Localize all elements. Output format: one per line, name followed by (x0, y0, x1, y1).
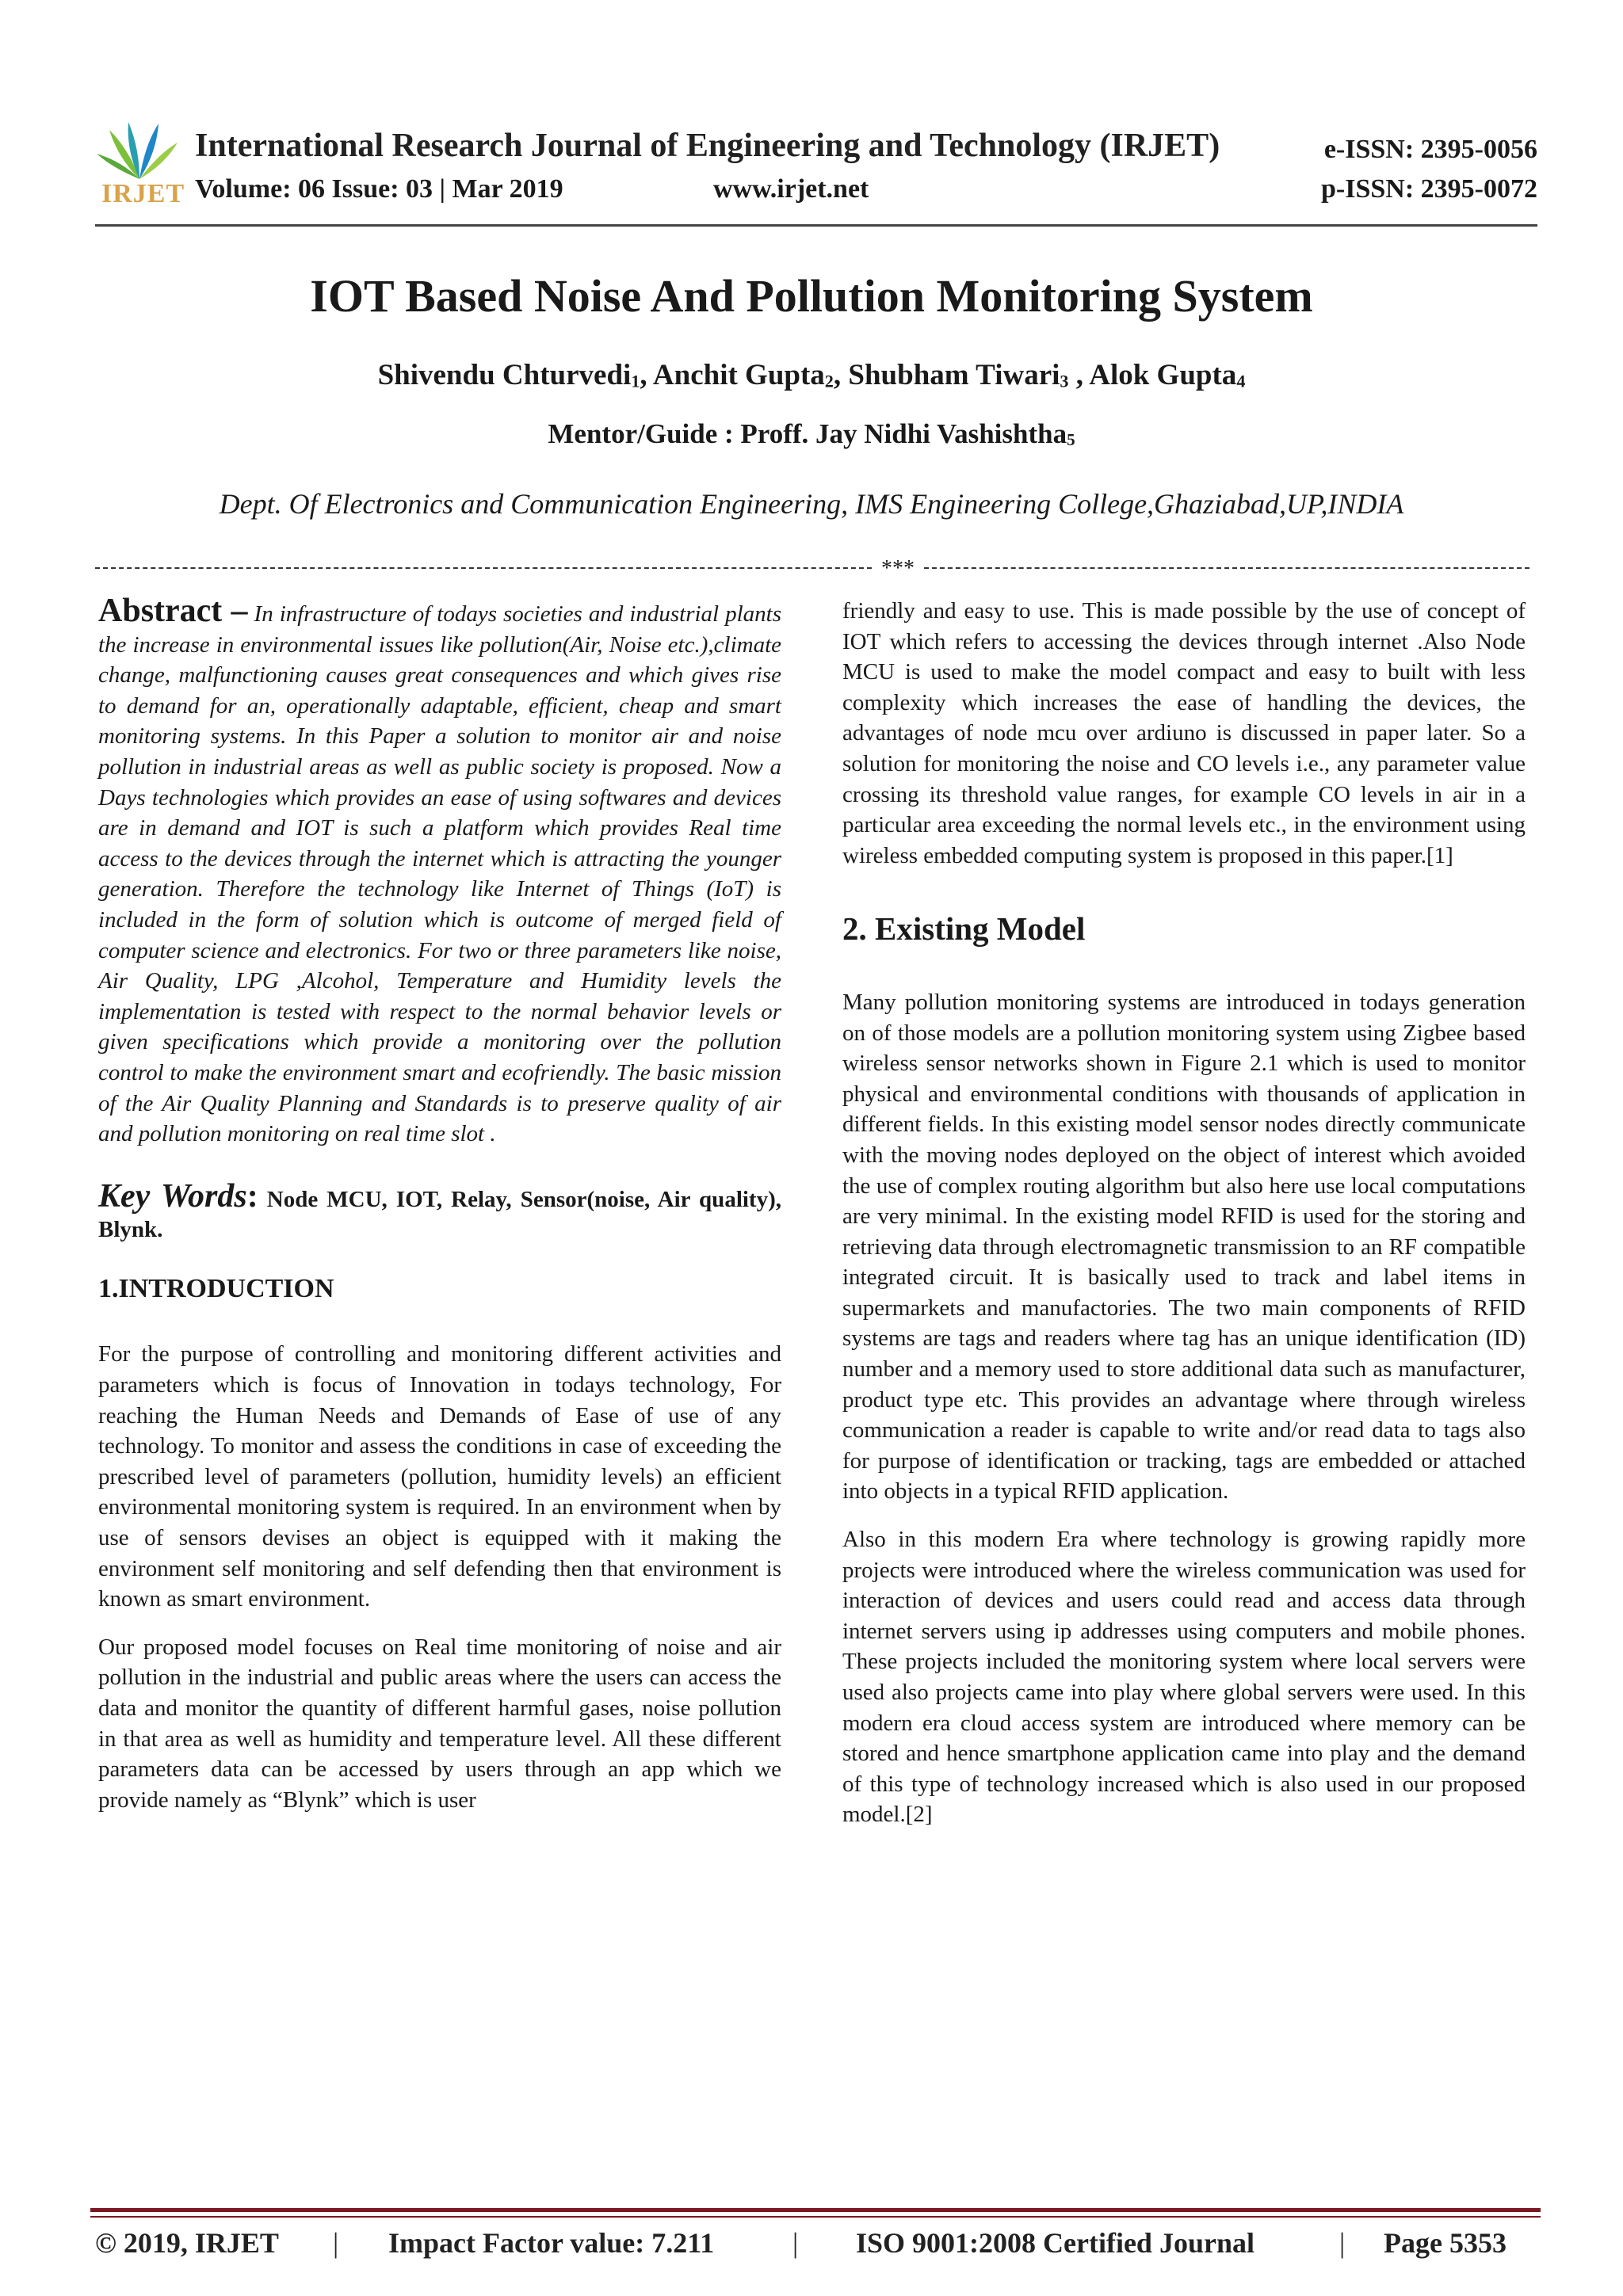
e-issn: e-ISSN: 2395-0056 (1323, 135, 1537, 164)
volume-issue: Volume: 06 Issue: 03 | Mar 2019 (195, 174, 563, 204)
p-issn: p-ISSN: 2395-0072 (1321, 174, 1537, 204)
author-name: Alok Gupta (1089, 359, 1237, 391)
footer-copyright: © 2019, IRJET (95, 2227, 279, 2259)
footer-rule-thin (90, 2216, 1541, 2218)
mentor-line (0, 418, 1623, 450)
separator-dash-left (95, 567, 872, 569)
author-affil-number: 2 (824, 371, 834, 391)
paper-title: IOT Based Noise And Pollution Monitoring System (310, 270, 1313, 322)
author-separator: , (833, 359, 849, 391)
logo-wordmark: IRJET (101, 179, 185, 208)
footer-rule-thick (90, 2208, 1541, 2212)
author-separator: , (1068, 359, 1090, 391)
existing-paragraph-1: Many pollution monitoring systems are introduced in todays generation on of those models are a pollution monitoring system using Zigbee based wireless sensor networks shown in Figure 2.1 which is used to monitor physical and environmental conditions with thousands of application in different fields. In this existing model sensor nodes directly communicate with the moving nodes deployed on the object of interest which avoided the use of complex routing algorithm but also here use local computations are very minimal. In the existing model RFID is used for the storing and retrieving data through electromagnetic transmission to an RF compatible integrated circuit. It is basically used to track and label items in supermarkets and manufactories. The two main components of RFID systems are tags and readers where tag has an unique identification (ID) number and a memory used to store additional data such as manufacturer, product type etc. This provides an advantage where through wireless communication a reader is capable to write and/or read data to tags also for purpose of identification or tracking, tags are embedded or attached into objects in a typical RFID application. (842, 989, 1526, 1505)
author-name: Shubham Tiwari (848, 359, 1060, 391)
journal-website-link[interactable]: www.irjet.net (713, 174, 869, 204)
keywords-label: Key Words (98, 1177, 247, 1215)
left-column (98, 593, 782, 1815)
mentor-affil-number: 5 (1067, 430, 1075, 450)
footer-iso-cert: ISO 9001:2008 Certified Journal (856, 2227, 1254, 2259)
author-list (0, 358, 1623, 392)
header-divider (95, 224, 1537, 227)
journal-name: International Research Journal of Engineering and Technology (IRJET) (195, 128, 1220, 164)
footer-page-number: Page 5353 (1384, 2227, 1507, 2259)
department-affiliation: Dept. Of Electronics and Communication Engineering, IMS Engineering College,Ghaziabad,UP,INDIA (219, 488, 1404, 520)
footer-divider: | (333, 2227, 339, 2259)
right-column (842, 596, 1526, 1830)
abstract-paragraph (98, 593, 782, 1150)
author-name: Shivendu Chturvedi (377, 359, 632, 391)
author-name: Anchit Gupta (652, 359, 825, 391)
section-separator (95, 556, 1529, 581)
journal-header (95, 119, 1537, 226)
abstract-label: Abstract – (98, 593, 248, 629)
existing-paragraph-2: Also in this modern Era where technology is growing rapidly more projects were introduced where the wireless communication was used for interaction of devices and users could read and access data through internet servers using ip addresses using computers and mobile phones. These projects included the monitoring system where local servers were used also projects came into play where global servers were used. In this modern era cloud access system are introduced where memory can be stored and hence smartphone application came into play and the demand of this type of technology increased which is also used in our proposed model.[2] (842, 1527, 1526, 1828)
separator-dash-right (924, 567, 1529, 569)
author-affil-number: 4 (1236, 371, 1246, 391)
footer-impact-factor: Impact Factor value: 7.211 (388, 2227, 715, 2259)
existing-model-heading: 2. Existing Model (842, 910, 1086, 948)
intro-paragraph-1: For the purpose of controlling and monitoring different activities and parameters which is focus of Innovation in todays technology, For reaching the Human Needs and Demands of Ease of use of any technology. To monitor and assess the conditions in case of exceeding the prescribed level of parameters (pollution, humidity levels) an efficient environmental monitoring system is required. In an environment when by use of sensors devises an object is equipped with it making the environment self monitoring and self defending then that environment is known as smart environment. (98, 1341, 781, 1612)
separator-stars: *** (881, 556, 915, 581)
keywords-text: Node MCU, IOT, Relay, Sensor(noise, Air quality), Blynk. (98, 1186, 781, 1243)
irjet-logo (95, 119, 184, 214)
author-affil-number: 1 (631, 371, 640, 391)
keywords-colon: : (246, 1177, 258, 1215)
keywords-paragraph (98, 1177, 781, 1245)
author-separator: , (640, 359, 653, 391)
introduction-heading: 1.INTRODUCTION (98, 1273, 334, 1303)
author-affil-number: 3 (1060, 371, 1069, 391)
abstract-text: In infrastructure of todays societies and industrial plants the increase in environmental issues like pollution(Air, Noise etc.),climate change, malfunctioning causes great consequences and which gives rise to demand for an, operationally adaptable, efficient, cheap and smart monitoring systems. In this Paper a solution to monitor air and noise pollution in industrial areas as well as public society is proposed. Now a Days technologies which provides an ease of using softwares and devices are in demand and IOT is such a platform which provides Real time access to the devices through the internet which is attracting the younger generation. Therefore the technology like Internet of Things (IoT) is included in the form of solution which is outcome of merged field of computer science and electronics. For two or three parameters like noise, Air Quality, LPG ,Alcohol, Temperature and Humidity levels the implementation is tested with respect to the normal behavior levels or given specifications which provide a monitoring over the pollution control to make the environment smart and ecofriendly. The basic mission of the Air Quality Planning and Standards is to preserve quality of air and pollution monitoring on real time slot . (98, 601, 782, 1147)
footer-divider: | (1339, 2227, 1346, 2259)
intro-paragraph-3: friendly and easy to use. This is made possible by the use of concept of IOT which refers to accessing the devices through internet .Also Node MCU is used to make the model compact and easy to built with less complexity which increases the ease of handling the devices, the advantages of node mcu over ardiuno is discussed in paper later. So a solution for monitoring the noise and CO levels i.e., any parameter value crossing its threshold value ranges, for example CO levels in air in a particular area exceeding the normal levels etc., in the environment using wireless embedded computing system is proposed in this paper.[1] (842, 598, 1526, 868)
leaf-logo-icon (95, 119, 184, 182)
page-footer (95, 2226, 1545, 2264)
mentor-name: Mentor/Guide : Proff. Jay Nidhi Vashishtha (548, 418, 1067, 449)
footer-divider: | (792, 2227, 799, 2259)
intro-paragraph-2: Our proposed model focuses on Real time monitoring of noise and air pollution in the industrial and public areas where the users can access the data and monitor the quantity of different harmful gases, noise pollution in that area as well as humidity and temperature level. All these different parameters data can be accessed by users through an app which we provide namely as “Blynk” which is user (98, 1634, 781, 1813)
